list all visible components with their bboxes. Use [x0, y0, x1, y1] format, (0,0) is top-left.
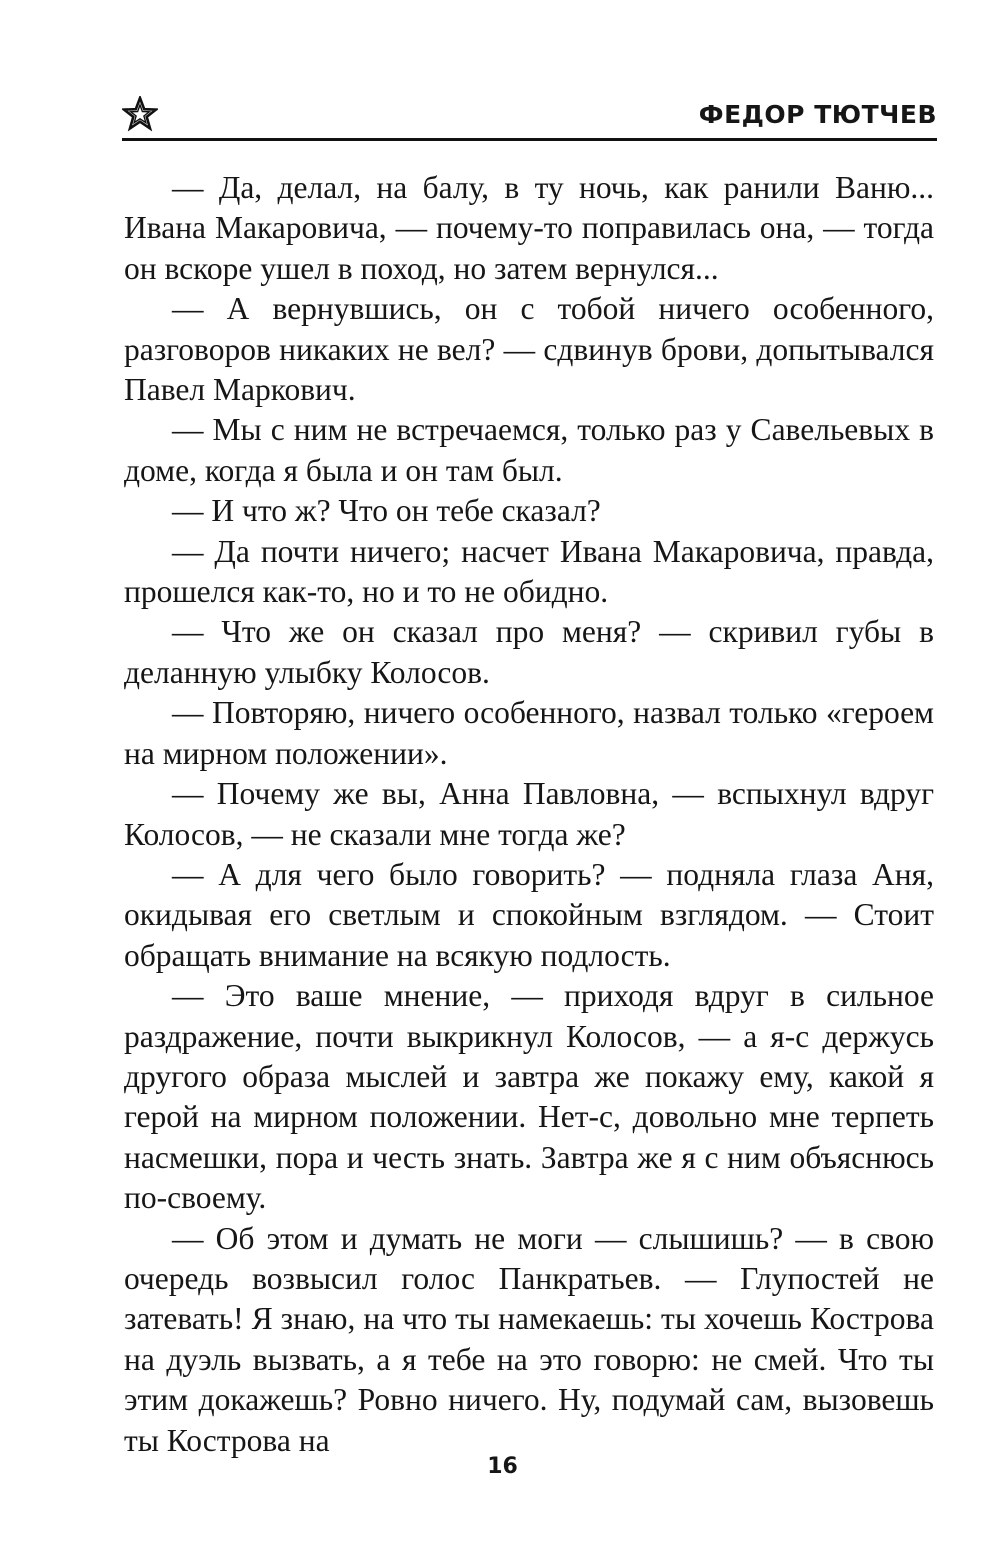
paragraph: — Да, делал, на балу, в ту ночь, как ранили Ваню... Ивана Макаровича, — почему-то поправилась она, — тогда он вскоре ушел в поход, но затем вернулся... — [124, 170, 934, 286]
paragraph: — А вернувшись, он с тобой ничего особенного, разговоров никаких не вел? — сдвинув брови, допытывался Павел Маркович. — [124, 291, 934, 408]
paragraph: — А для чего было говорить? — подняла глаза Аня, окидывая его светлым и спокойным взглядом. — Стоит обращать внимание на всякую подлость. — [124, 856, 934, 973]
header-rule — [122, 138, 937, 141]
page-number: 16 — [487, 1454, 518, 1479]
paragraph: — Повторяю, ничего особенного, назвал только «героем на мирном положении». — [124, 695, 934, 771]
body-text — [124, 168, 934, 1461]
paragraph: — Да почти ничего; насчет Ивана Макаровича, правда, прошелся как-то, но и то не обидно. — [124, 533, 934, 610]
paragraph: — Это ваше мнение, — приходя вдруг в сильное раздражение, почти выкрикнул Колосов, — а я-с держусь другого образа мыслей и завтра же покажу ему, какой я герой на мирном положении. Нет-с, довольно мне терпеть насмешки, пора и честь знать. Завтра же я с ним объяснюсь по-своему. — [124, 978, 934, 1216]
paragraph: — Почему же вы, Анна Павловна, — вспыхнул вдруг Колосов, — не сказали мне тогда же? — [124, 776, 934, 852]
star-icon — [122, 96, 158, 132]
running-head-title: ФЕДОР ТЮТЧЕВ — [698, 100, 937, 129]
paragraph: — И что ж? Что он тебе сказал? — [172, 493, 601, 529]
running-head — [122, 96, 937, 140]
paragraph: — Об этом и думать не моги — слышишь? — в свою очередь возвысил голос Панкратьев. — Глупостей не затевать! Я знаю, на что ты намекаешь: ты хочешь Кострова на дуэль вызвать, а я тебе на это говорю: не смей. Что ты этим докажешь? Ровно ничего. Ну, подумай сам, вызовешь ты Кострова на — [124, 1220, 934, 1458]
paragraph: — Мы с ним не встречаемся, только раз у Савельевых в доме, когда я была и он там был. — [124, 412, 934, 488]
paragraph: — Что же он сказал про меня? — скривил губы в деланную улыбку Колосов. — [124, 614, 934, 690]
